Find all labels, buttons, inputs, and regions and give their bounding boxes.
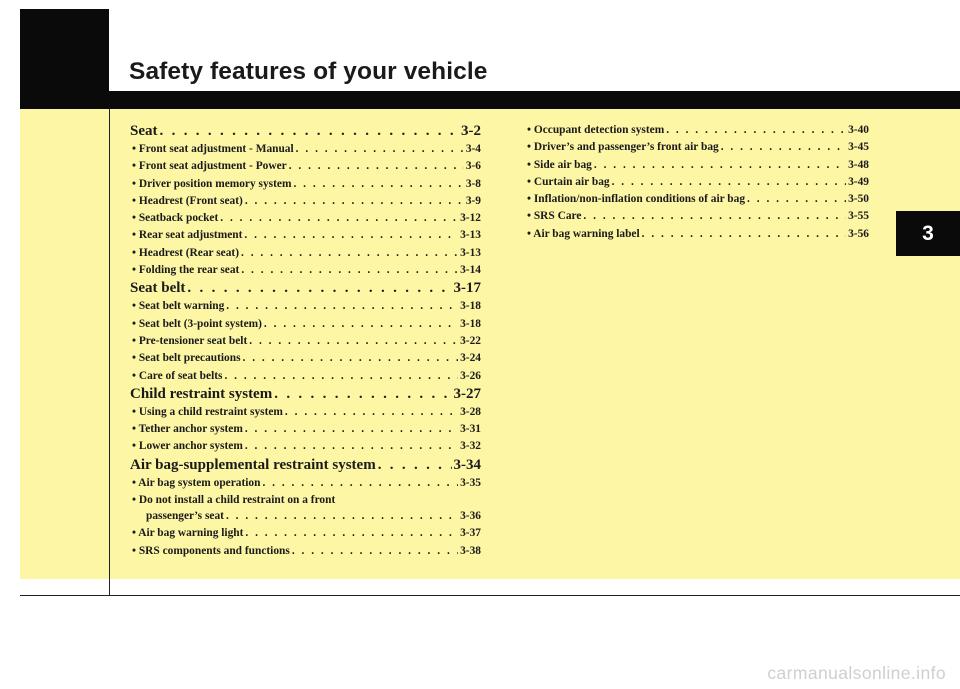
toc-entry-label: • Using a child restraint system (132, 404, 283, 421)
toc-item-entry[interactable] (130, 158, 481, 175)
toc-item-entry[interactable] (130, 316, 481, 333)
toc-page-number: 3-36 (460, 510, 481, 523)
toc-item-entry[interactable] (525, 191, 869, 208)
dot-leader (245, 438, 458, 455)
toc-page-number: 3-35 (460, 476, 481, 489)
toc-entry-label: • Front seat adjustment - Power (132, 158, 287, 175)
toc-entry-label: • SRS Care (527, 208, 581, 225)
toc-item-entry[interactable] (130, 333, 481, 350)
toc-entry-label: • Headrest (Front seat) (132, 193, 243, 210)
toc-item-entry[interactable] (130, 525, 481, 542)
toc-entry-label: • Pre-tensioner seat belt (132, 333, 247, 350)
toc-page-number: 3-38 (460, 544, 481, 557)
toc-page-number: 3-48 (848, 158, 869, 171)
toc-item-entry[interactable] (130, 298, 481, 315)
toc-item-entry[interactable] (525, 122, 869, 139)
toc-item-entry[interactable] (130, 475, 481, 492)
toc-page-number: 3-55 (848, 210, 869, 223)
toc-page-number: 3-40 (848, 124, 869, 136)
toc-item-entry[interactable] (130, 176, 481, 193)
dot-leader (241, 262, 458, 279)
dot-leader (292, 543, 458, 560)
toc-item-entry[interactable] (130, 227, 481, 244)
footer-rule (20, 595, 960, 596)
toc-page-number: 3-4 (465, 143, 481, 155)
toc-entry-label: • Front seat adjustment - Manual (132, 141, 294, 158)
dot-leader (264, 316, 458, 333)
toc-page-number: 3-37 (460, 527, 481, 540)
toc-entry-label: • Driver’s and passenger’s front air bag (527, 139, 719, 156)
watermark: carmanualsonline.info (767, 663, 946, 683)
dot-leader (666, 122, 846, 139)
toc-item-entry[interactable] (525, 226, 869, 243)
dot-leader (245, 193, 464, 210)
dot-leader (224, 368, 458, 385)
toc-page-number: 3-56 (848, 227, 869, 240)
toc-entry-label: • Air bag system operation (132, 475, 260, 492)
toc-left-column (130, 122, 481, 560)
toc-item-entry[interactable] (130, 492, 481, 508)
toc-item-entry[interactable] (525, 139, 869, 156)
dot-leader (243, 350, 459, 367)
toc-page-number: 3-49 (848, 175, 869, 188)
toc-right-column (525, 122, 869, 243)
toc-entry-label: • Curtain air bag (527, 174, 610, 191)
toc-page-number: 3-22 (460, 334, 481, 347)
dot-leader (721, 139, 846, 156)
dot-leader (583, 208, 846, 225)
toc-item-entry[interactable] (525, 157, 869, 174)
dot-leader (642, 226, 846, 243)
dot-leader (245, 525, 458, 542)
toc-entry-label: • Seatback pocket (132, 210, 218, 227)
toc-item-entry[interactable] (525, 174, 869, 191)
dot-leader (274, 385, 451, 404)
toc-page-number: 3-27 (453, 385, 481, 402)
toc-page-number: 3-8 (465, 177, 481, 190)
toc-item-entry[interactable] (130, 262, 481, 279)
toc-page-number: 3-31 (460, 423, 481, 436)
toc-entry-label: • Side air bag (527, 157, 592, 174)
toc-entry-label: • Tether anchor system (132, 421, 243, 438)
toc-page-number: 3-24 (460, 352, 481, 365)
toc-page-number: 3-34 (453, 456, 481, 473)
toc-entry-label: • Air bag warning label (527, 226, 640, 243)
dot-leader (220, 210, 458, 227)
toc-entry-label: • Seat belt precautions (132, 350, 241, 367)
margin-divider (109, 109, 110, 596)
toc-entry-label: • Inflation/non-inflation conditions of air bag (527, 191, 745, 208)
toc-page-number: 3-13 (460, 246, 481, 259)
toc-page-number: 3-32 (460, 440, 481, 453)
toc-page-number: 3-45 (848, 141, 869, 154)
toc-item-entry[interactable] (130, 438, 481, 455)
dot-leader (378, 456, 452, 475)
toc-entry-label: • Seat belt (3-point system) (132, 316, 262, 333)
toc-page-number: 3-2 (461, 123, 481, 139)
toc-item-entry[interactable] (130, 508, 481, 525)
toc-entry-label: Seat belt (130, 280, 186, 297)
dot-leader (226, 508, 458, 525)
toc-page-number: 3-6 (465, 160, 481, 173)
toc-item-entry[interactable] (130, 543, 481, 560)
toc-entry-label: • Care of seat belts (132, 368, 222, 385)
toc-entry-label: • Lower anchor system (132, 438, 243, 455)
toc-item-entry[interactable] (130, 404, 481, 421)
toc-item-entry[interactable] (130, 141, 481, 158)
toc-page-number: 3-18 (460, 300, 481, 313)
toc-entry-label: • Occupant detection system (527, 122, 664, 139)
toc-entry-label: • Folding the rear seat (132, 262, 239, 279)
toc-page-number: 3-9 (465, 194, 481, 207)
dot-leader (296, 141, 464, 158)
toc-item-entry[interactable] (130, 350, 481, 367)
dot-leader (293, 176, 463, 193)
dot-leader (612, 174, 847, 191)
toc-page-number: 3-50 (848, 193, 869, 206)
toc-entry-label: • SRS components and functions (132, 543, 290, 560)
dot-leader (249, 333, 458, 350)
toc-section-entry[interactable] (130, 279, 481, 298)
toc-section-entry[interactable] (130, 122, 481, 141)
toc-entry-label: • Air bag warning light (132, 525, 243, 542)
toc-page-number: 3-18 (460, 317, 481, 330)
toc-section-entry[interactable] (130, 456, 481, 475)
toc-entry-label: • Headrest (Rear seat) (132, 245, 239, 262)
toc-entry-label: Air bag-supplemental restraint system (130, 456, 376, 473)
chapter-tab[interactable]: 3 (896, 211, 960, 256)
toc-page-number: 3-17 (453, 280, 481, 297)
toc-entry-label: Seat (130, 123, 158, 139)
dot-leader (289, 158, 464, 175)
toc-section-entry[interactable] (130, 385, 481, 404)
toc-item-entry[interactable] (130, 245, 481, 262)
dot-leader (262, 475, 458, 492)
dot-leader (160, 122, 460, 141)
toc-entry-label: • Do not install a child restraint on a front (132, 492, 335, 508)
dot-leader (241, 245, 458, 262)
dot-leader (226, 298, 458, 315)
toc-item-entry[interactable] (130, 368, 481, 385)
header-rule (20, 91, 960, 109)
toc-item-entry[interactable] (130, 421, 481, 438)
toc-item-entry[interactable] (130, 210, 481, 227)
dot-leader (285, 404, 458, 421)
toc-item-entry[interactable] (525, 208, 869, 225)
toc-page-number: 3-26 (460, 369, 481, 382)
toc-entry-label: passenger’s seat (146, 510, 224, 523)
dot-leader (187, 279, 451, 298)
toc-entry-label: • Seat belt warning (132, 298, 224, 315)
dot-leader (594, 157, 846, 174)
toc-page-number: 3-14 (460, 264, 481, 277)
toc-entry-label: Child restraint system (130, 385, 273, 402)
toc-entry-label: • Driver position memory system (132, 176, 291, 193)
toc-page-number: 3-28 (460, 405, 481, 418)
toc-page-number: 3-12 (460, 212, 481, 225)
dot-leader (747, 191, 846, 208)
toc-entry-label: • Rear seat adjustment (132, 227, 242, 244)
dot-leader (244, 227, 458, 244)
dot-leader (245, 421, 458, 438)
page-title: Safety features of your vehicle (129, 58, 488, 85)
toc-item-entry[interactable] (130, 193, 481, 210)
toc-page-number: 3-13 (460, 229, 481, 242)
